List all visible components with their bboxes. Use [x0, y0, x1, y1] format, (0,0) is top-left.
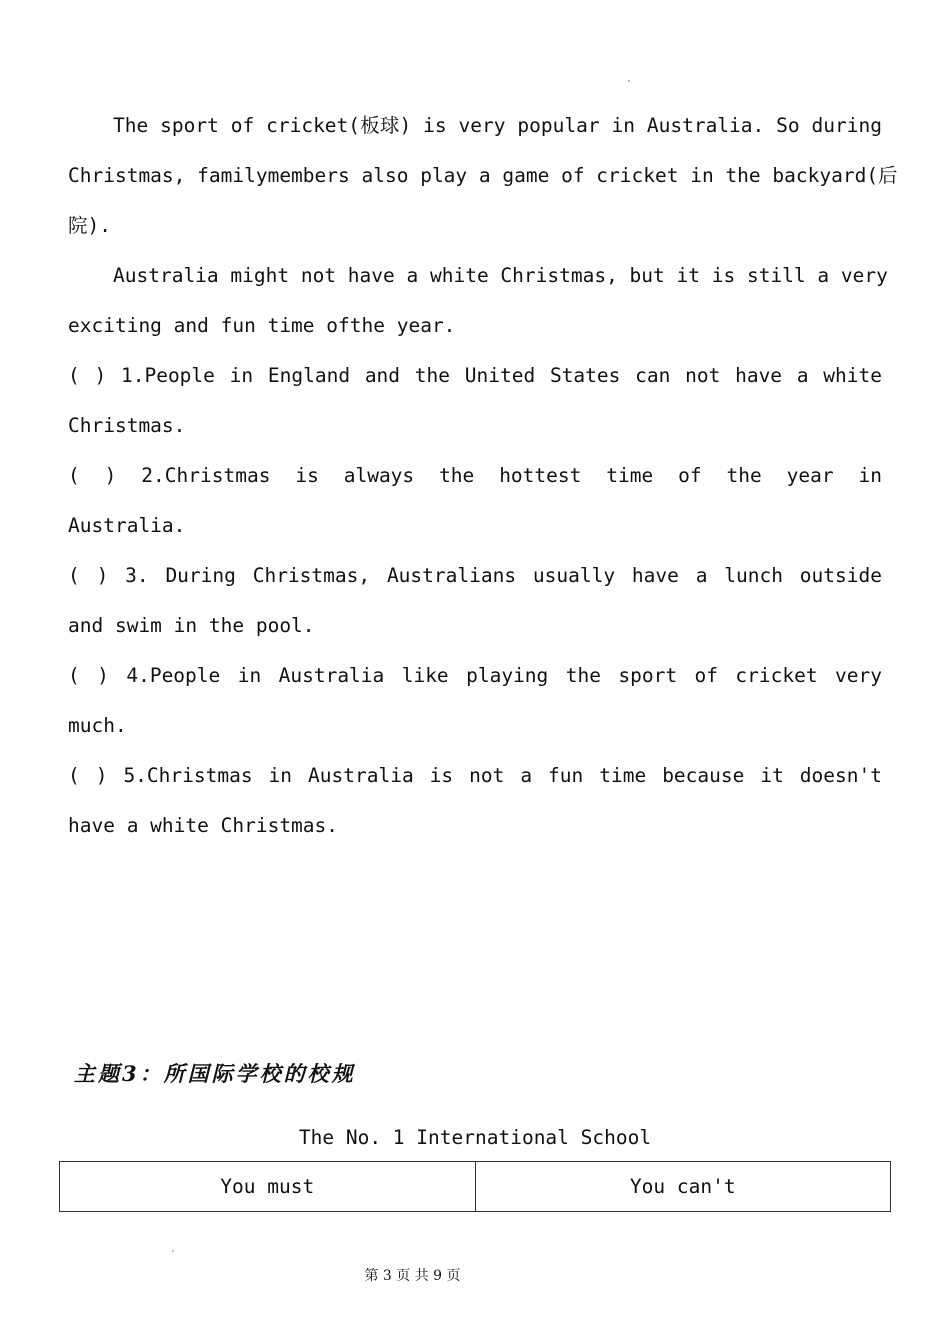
question-4-line1: ( ) 4.People in Australia like playing the sport of cricket very	[68, 664, 882, 687]
passage-line: 院).	[68, 214, 111, 237]
scan-speck-top	[628, 80, 630, 82]
question-5-line1: ( ) 5.Christmas in Australia is not a fun time because it doesn't	[68, 764, 882, 787]
question-2-line2: Australia.	[68, 514, 186, 537]
question-4-line2: much.	[68, 714, 127, 737]
section-heading: 主题3：所国际学校的校规	[74, 1061, 356, 1086]
column-header-cannot: You can't	[475, 1162, 891, 1212]
question-3-line2: and swim in the pool.	[68, 614, 315, 637]
question-5-line2: have a white Christmas.	[68, 814, 339, 837]
question-1-line1: ( ) 1.People in England and the United States can not have a white	[68, 364, 882, 387]
page-footer: 第 3 页 共 9 页	[364, 1268, 461, 1284]
passage-line: Christmas, familymembers also play a game of cricket in the backyard(后	[68, 164, 898, 187]
table-header-row	[60, 1162, 891, 1212]
passage-line: The sport of cricket(板球) is very popular in Australia. So during	[113, 114, 882, 137]
question-3-line1: ( ) 3. During Christmas, Australians usually have a lunch outside	[68, 564, 882, 587]
passage-line: exciting and fun time ofthe year.	[68, 314, 456, 337]
column-header-must: You must	[60, 1162, 476, 1212]
scan-speck-bottom	[172, 1250, 174, 1252]
rules-table	[59, 1161, 891, 1212]
question-2-line1: ( ) 2.Christmas is always the hottest time of the year in	[68, 464, 882, 487]
school-title: The No. 1 International School	[298, 1126, 652, 1149]
question-1-line2: Christmas.	[68, 414, 186, 437]
passage-line: Australia might not have a white Christmas, but it is still a very	[113, 264, 888, 287]
